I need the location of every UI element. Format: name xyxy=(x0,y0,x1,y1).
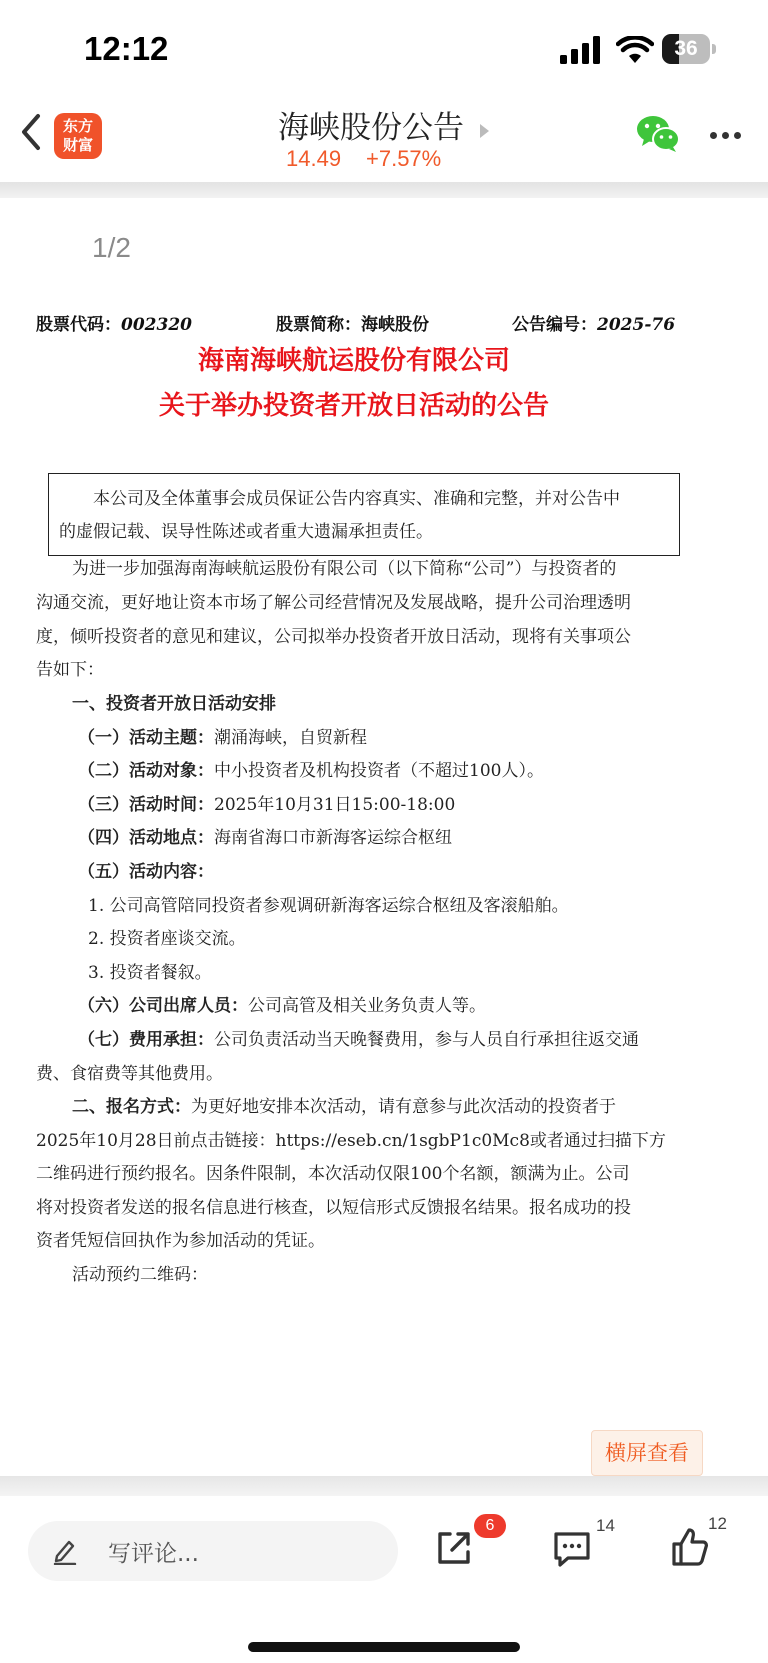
body-line: 将对投资者发送的报名信息进行核查，以短信形式反馈报名结果。报名成功的投 xyxy=(36,1198,631,1218)
notice-number: 公告编号：2025-76 xyxy=(512,315,676,335)
body-line: 为进一步加强海南海峡航运股份有限公司（以下简称“公司”）与投资者的 xyxy=(72,559,617,579)
list-item: （七）费用承担：公司负责活动当天晚餐费用，参与人员自行承担往返交通 xyxy=(78,1030,639,1050)
list-item: （三）活动时间：2025年10月31日15:00-18:00 xyxy=(78,795,456,815)
divider xyxy=(0,182,768,198)
share-badge: 6 xyxy=(474,1514,506,1538)
share-icon[interactable] xyxy=(434,1528,474,1568)
doc-title-line2: 关于举办投资者开放日活动的公告 xyxy=(158,391,549,421)
list-item: （四）活动地点：海南省海口市新海客运综合枢纽 xyxy=(78,828,452,848)
stock-price: 14.49 xyxy=(286,146,342,171)
declaration-box xyxy=(48,473,680,556)
nav-bar xyxy=(0,96,768,182)
list-item: （二）活动对象：中小投资者及机构投资者（不超过100人）。 xyxy=(78,761,544,781)
comment-placeholder: 写评论... xyxy=(108,1541,199,1567)
battery-icon xyxy=(662,34,716,64)
section-heading: 二、报名方式：为更好地安排本次活动，请有意参与此次活动的投资者于 xyxy=(72,1097,616,1117)
like-count: 12 xyxy=(708,1514,727,1533)
doc-title-line1: 海南海峡航运股份有限公司 xyxy=(197,346,510,376)
content-item: 1. 公司高管陪同投资者参观调研新海客运综合枢纽及客滚船舶。 xyxy=(88,896,569,916)
content-item: 3. 投资者餐叙。 xyxy=(88,963,212,983)
status-bar xyxy=(0,0,768,100)
body-line: 度，倾听投资者的意见和建议，公司拟举办投资者开放日活动，现将有关事项公 xyxy=(36,627,631,647)
comment-count: 14 xyxy=(596,1516,615,1535)
back-icon[interactable] xyxy=(16,110,46,154)
logo-line2: 财富 xyxy=(62,136,93,154)
body-line: 费、食宿费等其他费用。 xyxy=(36,1064,223,1084)
declaration-line: 的虚假记载、误导性陈述或者重大遗漏承担责任。 xyxy=(59,522,433,542)
divider xyxy=(0,1476,768,1496)
cellular-signal-icon xyxy=(560,36,602,64)
stock-change: +7.57% xyxy=(366,146,442,171)
logo-line1: 东方 xyxy=(62,117,93,135)
play-arrow-icon xyxy=(480,124,489,138)
comment-icon[interactable] xyxy=(552,1530,592,1568)
page-indicator: 1/2 xyxy=(92,232,131,263)
body-line: 沟通交流，更好地让资本市场了解公司经营情况及发展战略，提升公司治理透明 xyxy=(36,593,631,613)
wechat-icon[interactable] xyxy=(636,114,680,154)
landscape-view-button[interactable]: 横屏查看 xyxy=(591,1430,703,1476)
pencil-icon xyxy=(52,1537,78,1565)
body-line: 二维码进行预约报名。因条件限制，本次活动仅限100个名额，额满为止。公司 xyxy=(36,1164,630,1184)
page-title[interactable]: 海峡股份公告 xyxy=(278,110,464,146)
thumbs-up-icon[interactable] xyxy=(670,1526,710,1568)
content-item: 2. 投资者座谈交流。 xyxy=(88,929,246,949)
battery-level: 36 xyxy=(674,37,698,60)
status-time: 12:12 xyxy=(84,30,169,67)
comment-input[interactable] xyxy=(28,1521,398,1581)
registration-link-line[interactable]: 2025年10月28日前点击链接：https://eseb.cn/1sgbP1c0Mc8或者通过扫描下方 xyxy=(36,1131,666,1151)
declaration-line: 本公司及全体董事会成员保证公告内容真实、准确和完整，并对公告中 xyxy=(93,489,620,509)
bottom-bar xyxy=(0,1496,768,1663)
announcement-document[interactable] xyxy=(0,198,768,1476)
list-item: （一）活动主题：潮涌海峡，自贸新程 xyxy=(78,728,367,748)
body-line: 告如下： xyxy=(36,660,104,680)
section-heading: 一、投资者开放日活动安排 xyxy=(72,694,276,714)
stock-code: 股票代码：002320 xyxy=(36,315,192,335)
body-line: 资者凭短信回执作为参加活动的凭证。 xyxy=(36,1231,325,1251)
list-item: （五）活动内容： xyxy=(78,862,214,882)
qr-label: 活动预约二维码： xyxy=(72,1265,208,1285)
eastmoney-logo[interactable] xyxy=(54,113,102,159)
more-icon[interactable] xyxy=(710,132,742,142)
stock-name: 股票简称：海峡股份 xyxy=(276,315,429,335)
wifi-icon xyxy=(616,36,654,64)
list-item: （六）公司出席人员：公司高管及相关业务负责人等。 xyxy=(78,996,486,1016)
home-indicator[interactable] xyxy=(248,1642,520,1652)
